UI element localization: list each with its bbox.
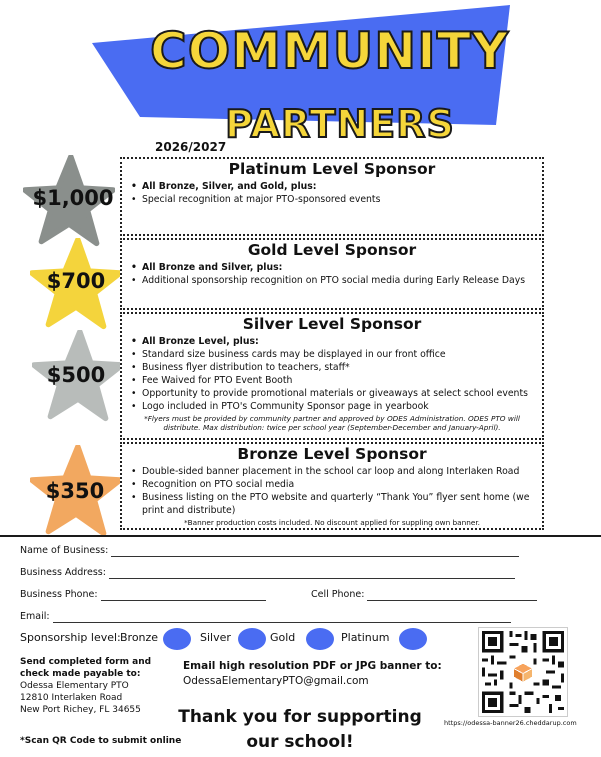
list-item: • Logo included in PTO's Community Sponsor page in yearbook — [130, 400, 542, 413]
list-item: • Fee Waived for PTO Event Booth — [130, 374, 542, 387]
mailing-instructions — [20, 656, 170, 716]
silver-footnote: *Flyers must be provided by community partner and approved by ODES Administration. ODES PTO will distribute. Max distribution: twice per school year (September-December and January-April). — [144, 414, 520, 432]
price-silver: $500 — [46, 363, 106, 387]
cell-phone-field[interactable] — [311, 589, 537, 601]
tier-gold-box — [120, 238, 544, 310]
business-phone-field[interactable] — [20, 589, 266, 601]
cell-phone-line[interactable] — [367, 591, 537, 601]
email-label: Email: — [20, 611, 50, 622]
list-item: • All Bronze Level, plus: — [130, 335, 542, 348]
tier-silver-title: Silver Level Sponsor — [242, 315, 422, 333]
list-item: • Recognition on PTO social media — [130, 478, 542, 491]
level-platinum-label: Platinum — [341, 631, 390, 644]
email-banner-address[interactable]: OdessaElementaryPTO@gmail.com — [183, 675, 369, 687]
business-address-line[interactable] — [109, 569, 515, 579]
title-community: COMMUNITY — [150, 22, 510, 80]
qr-code-icon[interactable] — [478, 627, 568, 717]
email-line[interactable] — [53, 613, 511, 623]
school-year: 2026/2027 — [155, 140, 227, 154]
thank-you-line2: our school! — [246, 732, 354, 752]
mail-city: New Port Richey, FL 34655 — [20, 705, 141, 715]
email-banner-heading: Email high resolution PDF or JPG banner to: — [183, 660, 442, 672]
thank-you-line1: Thank you for supporting — [178, 707, 422, 727]
level-silver-label: Silver — [200, 631, 231, 644]
level-gold-label: Gold — [270, 631, 296, 644]
business-phone-label: Business Phone: — [20, 589, 98, 600]
business-name-line[interactable] — [111, 547, 519, 557]
list-item: • Business listing on the PTO website and quarterly “Thank You” flyer sent home (we print and distribute) — [130, 491, 542, 517]
business-name-field[interactable] — [20, 545, 519, 557]
email-field[interactable] — [20, 611, 511, 623]
price-bronze: $350 — [45, 479, 105, 503]
list-item: • Standard size business cards may be displayed in our front office — [130, 348, 542, 361]
business-address-label: Business Address: — [20, 567, 106, 578]
tier-platinum-box — [120, 157, 544, 236]
tier-bronze-box — [120, 442, 544, 530]
list-item: • Opportunity to provide promotional materials or giveaways at select school events — [130, 387, 542, 400]
section-divider — [0, 535, 601, 537]
qr-note: *Scan QR Code to submit online — [20, 736, 182, 746]
list-item: • Business flyer distribution to teachers, staff* — [130, 361, 542, 374]
mail-heading-line2: check made payable to: — [20, 669, 141, 679]
cell-phone-label: Cell Phone: — [311, 589, 365, 600]
thank-you-message — [170, 705, 430, 755]
mail-street: 12810 Interlaken Road — [20, 693, 123, 703]
list-item: • Special recognition at major PTO-sponsored events — [130, 193, 542, 206]
list-item: • Additional sponsorship recognition on PTO social media during Early Release Days — [130, 274, 542, 287]
tier-gold-title: Gold Level Sponsor — [247, 241, 417, 259]
price-gold: $700 — [46, 269, 106, 293]
business-address-field[interactable] — [20, 567, 515, 579]
sponsorship-level-label: Sponsorship level: — [20, 631, 121, 644]
qr-url[interactable]: https://odessa-banner26.cheddarup.com — [444, 719, 577, 727]
business-phone-line[interactable] — [101, 591, 266, 601]
level-bronze-label: Bronze — [120, 631, 159, 644]
tier-silver-box — [120, 312, 544, 440]
bronze-footnote: *Banner production costs included. No discount applied for suppling own banner. — [183, 518, 481, 527]
level-platinum-checkbox[interactable] — [399, 628, 427, 650]
list-item: • Double-sided banner placement in the school car loop and along Interlaken Road — [130, 465, 542, 478]
level-gold-checkbox[interactable] — [306, 628, 334, 650]
mail-heading-line1: Send completed form and — [20, 657, 152, 667]
price-platinum: $1,000 — [32, 186, 114, 210]
list-item: • All Bronze, Silver, and Gold, plus: — [130, 180, 542, 193]
tier-bronze-title: Bronze Level Sponsor — [237, 445, 427, 463]
mail-org: Odessa Elementary PTO — [20, 681, 129, 691]
title-partners: PARTNERS — [225, 102, 455, 146]
tier-platinum-title: Platinum Level Sponsor — [228, 160, 436, 178]
list-item: • All Bronze and Silver, plus: — [130, 261, 542, 274]
level-silver-checkbox[interactable] — [238, 628, 266, 650]
business-name-label: Name of Business: — [20, 545, 109, 556]
level-bronze-checkbox[interactable] — [163, 628, 191, 650]
